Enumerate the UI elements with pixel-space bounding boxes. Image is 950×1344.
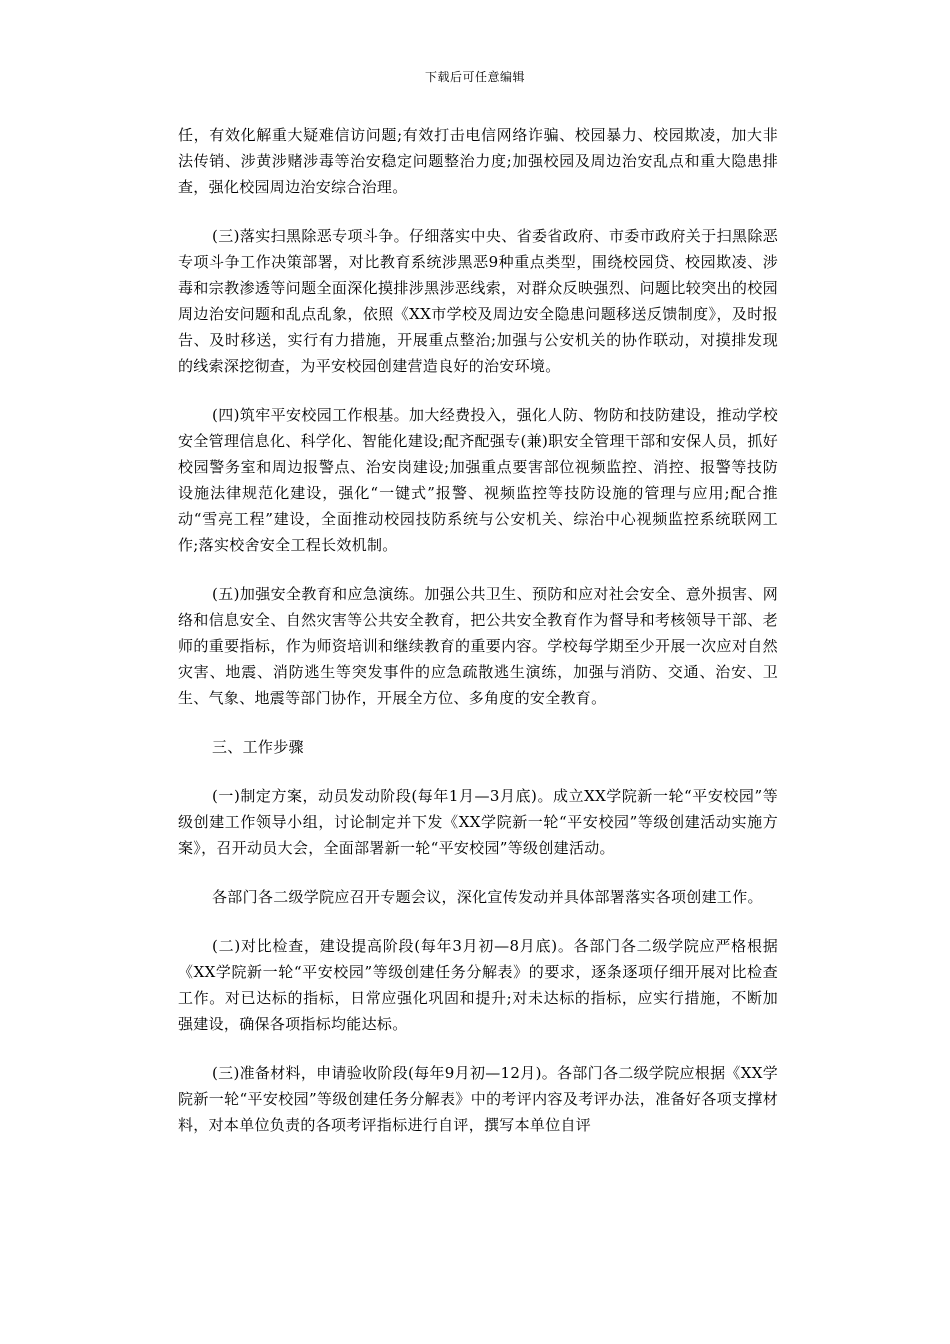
page-header: 下载后可任意编辑 — [424, 70, 525, 84]
paragraph-foundation: (四)筑牢平安校园工作根基。加大经费投入，强化人防、物防和技防建设，推动学校安全管理信息化、科学化、智能化建设;配齐配强专(兼)职安全管理干部和安保人员，抓好校园警务室和周边报警点、治安岗建设;加强重点要害部位视频监控、消控、报警等技防设施法律规范化建设，强化“一键式”报警、视频监控等技防设施的管理与应用;配合推动“雪亮工程”建设，全面推动校园技防系统与公安机关、综治中心视频监控系统联网工作;落实校舍安全工程长效机制。 — [178, 406, 778, 554]
paragraph-step-three: (三)准备材料，申请验收阶段(每年9月初—12月)。各部门各二级学院应根据《XX学院新一轮“平安校园”等级创建任务分解表》中的考评内容及考评办法，准备好各项支撑材料，对本单位负责的各项考评指标进行自评，撰写本单位自评 — [178, 1064, 778, 1134]
paragraph-step-one: (一)制定方案，动员发动阶段(每年1月—3月底)。成立XX学院新一轮“平安校园”等级创建工作领导小组，讨论制定并下发《XX学院新一轮“平安校园”等级创建活动实施方案》，召开动员大会，全面部署新一轮“平安校园”等级创建活动。 — [178, 787, 778, 857]
paragraph-step-two: (二)对比检查，建设提高阶段(每年3月初—8月底)。各部门各二级学院应严格根据《XX学院新一轮“平安校园”等级创建任务分解表》的要求，逐条逐项仔细开展对比检查工作。对已达标的指标，日常应强化巩固和提升;对未达标的指标，应实行措施，不断加强建设，确保各项指标均能达标。 — [178, 937, 778, 1033]
section-heading-steps: 三、工作步骤 — [212, 738, 304, 756]
paragraph-safety-education: (五)加强安全教育和应急演练。加强公共卫生、预防和应对社会安全、意外损害、网络和信息安全、自然灾害等公共安全教育，把公共安全教育作为督导和考核领导干部、老师的重要指标，作为师资培训和继续教育的重要内容。学校每学期至少开展一次应对自然灾害、地震、消防逃生等突发事件的应急疏散逃生演练，加强与消防、交通、治安、卫生、气象、地震等部门协作，开展全方位、多角度的安全教育。 — [178, 585, 778, 707]
paragraph-step-one-detail: 各部门各二级学院应召开专题会议，深化宣传发动并具体部署落实各项创建工作。 — [212, 888, 763, 906]
document-body — [178, 122, 778, 1161]
paragraph-continuation: 任，有效化解重大疑难信访问题;有效打击电信网络诈骗、校园暴力、校园欺凌，加大非法传销、涉黄涉赌涉毒等治安稳定问题整治力度;加强校园及周边治安乱点和重大隐患排查，强化校园周边治安综合治理。 — [178, 126, 778, 196]
paragraph-anti-crime: (三)落实扫黑除恶专项斗争。仔细落实中央、省委省政府、市委市政府关于扫黑除恶专项斗争工作决策部署，对比教育系统涉黑恶9种重点类型，围绕校园贷、校园欺凌、涉毒和宗教渗透等问题全面深化摸排涉黑涉恶线索，对群众反映强烈、问题比较突出的校园周边治安问题和乱点乱象，依照《XX市学校及周边安全隐患问题移送反馈制度》，及时报告、及时移送，实行有力措施，开展重点整治;加强与公安机关的协作联动，对摸排发现的线索深挖彻查，为平安校园创建营造良好的治安环境。 — [178, 227, 778, 375]
